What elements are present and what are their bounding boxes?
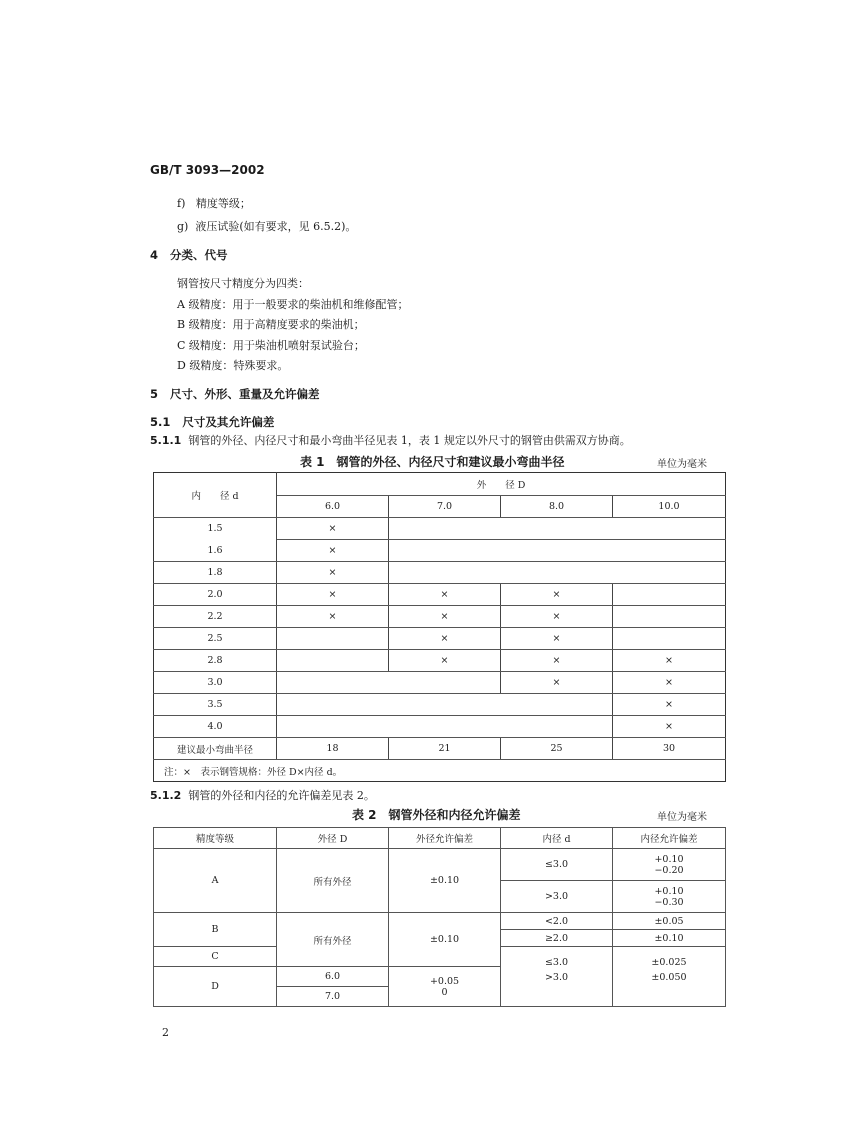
paragraph-5-1-1	[150, 432, 631, 448]
inner-value: >3.0	[544, 972, 569, 983]
cell-mark: ×	[501, 606, 613, 628]
cell-mark	[501, 716, 613, 738]
grade-cell: A	[154, 849, 277, 913]
section-number: 5.1.2	[150, 789, 182, 802]
cell-mark: ×	[613, 694, 726, 716]
table2	[153, 827, 726, 1007]
list-item-text: 液压试验(如有要求，见 6.5.2)。	[195, 220, 357, 233]
list-item	[177, 218, 356, 234]
inner-value: 2.8	[154, 650, 277, 672]
table-row	[154, 518, 726, 540]
inner-value: 1.5	[154, 518, 277, 540]
inner-diameter-header: 内 径 d	[154, 473, 277, 518]
column-header: 精度等级	[154, 828, 277, 849]
inner-value: 4.0	[154, 716, 277, 738]
table-header-row	[154, 828, 726, 849]
table-header-row	[154, 473, 726, 496]
dev-value: ±0.025	[651, 957, 687, 968]
cell-mark: ×	[389, 606, 501, 628]
outer-dev-cell: ±0.10	[389, 913, 501, 967]
section-heading-5	[150, 386, 320, 402]
inner-cell: ≤3.0	[501, 849, 613, 881]
grade-cell: D	[154, 967, 277, 1007]
cell-mark	[501, 540, 613, 562]
table-row	[154, 716, 726, 738]
cell-mark	[613, 518, 726, 540]
section-number: 5	[150, 387, 159, 401]
dev-lower: −0.30	[654, 896, 684, 908]
cell-mark	[389, 540, 501, 562]
outer-value: 8.0	[501, 495, 613, 518]
outer-dev-cell	[389, 967, 501, 1007]
table-row	[154, 849, 726, 881]
cell-mark	[613, 606, 726, 628]
cell-mark	[277, 716, 389, 738]
list-item: D 级精度：特殊要求。	[177, 359, 289, 372]
cell-mark	[613, 628, 726, 650]
dev-upper: +0.10	[654, 853, 684, 865]
table-row	[154, 606, 726, 628]
inner-cell: <2.0	[501, 913, 613, 930]
radius-value: 21	[389, 738, 501, 760]
inner-dev-cell	[613, 947, 726, 1007]
cell-mark: ×	[501, 650, 613, 672]
cell-mark	[501, 562, 613, 584]
section-number: 5.1	[150, 415, 171, 429]
cell-mark	[389, 672, 501, 694]
inner-value: 3.5	[154, 694, 277, 716]
cell-mark	[389, 518, 501, 540]
table1-caption: 表 1 钢管的外径、内径尺寸和建议最小弯曲半径	[300, 455, 565, 469]
cell-mark: ×	[389, 584, 501, 606]
inner-cell: >3.0	[501, 881, 613, 913]
table1	[153, 472, 726, 782]
table-row-radius	[154, 738, 726, 760]
cell-mark	[501, 518, 613, 540]
section-heading-5-1	[150, 414, 274, 430]
table2-unit: 单位为毫米	[657, 812, 707, 823]
radius-label: 建议最小弯曲半径	[154, 738, 277, 760]
cell-mark	[613, 584, 726, 606]
column-header: 内径 d	[501, 828, 613, 849]
inner-dev-cell	[613, 881, 726, 913]
paragraph-5-1-2	[150, 787, 375, 803]
standard-number: GB/T 3093—2002	[150, 163, 265, 177]
list-item-label: f)	[177, 197, 186, 210]
table-row	[154, 694, 726, 716]
inner-value: 1.6	[154, 540, 277, 562]
cell-mark: ×	[277, 562, 389, 584]
radius-value: 18	[277, 738, 389, 760]
dev-lower: 0	[441, 986, 448, 998]
cell-mark: ×	[389, 650, 501, 672]
page-number: 2	[162, 1026, 169, 1039]
inner-value: 2.0	[154, 584, 277, 606]
table-row	[154, 672, 726, 694]
outer-diameter-header: 外 径 D	[277, 473, 726, 496]
inner-dev-cell: ±0.05	[613, 913, 726, 930]
dev-lower: −0.20	[654, 864, 684, 876]
inner-cell: ≥2.0	[501, 930, 613, 947]
inner-value: ≤3.0	[544, 957, 569, 968]
section-number: 5.1.1	[150, 434, 182, 447]
column-header: 内径允许偏差	[613, 828, 726, 849]
section-number: 4	[150, 248, 159, 262]
cell-mark	[613, 540, 726, 562]
dev-upper: +0.10	[654, 885, 684, 897]
section-heading-4	[150, 247, 228, 263]
cell-mark: ×	[501, 628, 613, 650]
list-item	[177, 195, 251, 211]
cell-mark	[277, 628, 389, 650]
column-header: 外径允许偏差	[389, 828, 501, 849]
cell-mark	[389, 694, 501, 716]
list-item: A 级精度：用于一般要求的柴油机和维修配管；	[177, 298, 409, 311]
cell-mark	[277, 694, 389, 716]
outer-cell: 7.0	[277, 987, 389, 1007]
outer-value: 6.0	[277, 495, 389, 518]
outer-value: 10.0	[613, 495, 726, 518]
radius-value: 30	[613, 738, 726, 760]
cell-mark: ×	[501, 672, 613, 694]
table-note-row	[154, 760, 726, 782]
list-item-label: g)	[177, 220, 189, 233]
cell-mark	[501, 694, 613, 716]
column-header: 外径 D	[277, 828, 389, 849]
grade-cell: C	[154, 947, 277, 967]
dev-upper: +0.05	[429, 975, 460, 987]
cell-mark: ×	[613, 672, 726, 694]
cell-mark	[389, 562, 501, 584]
inner-value: 2.2	[154, 606, 277, 628]
inner-cell	[501, 947, 613, 1007]
paragraph: 钢管按尺寸精度分为四类：	[177, 277, 309, 290]
table-row	[154, 913, 726, 930]
table-row	[154, 540, 726, 562]
section-title: 分类、代号	[170, 248, 228, 262]
cell-mark: ×	[613, 716, 726, 738]
list-item-text: 精度等级；	[195, 197, 251, 210]
inner-value: 2.5	[154, 628, 277, 650]
radius-value: 25	[501, 738, 613, 760]
cell-mark: ×	[277, 606, 389, 628]
table-row	[154, 628, 726, 650]
cell-mark: ×	[501, 584, 613, 606]
cell-mark: ×	[277, 540, 389, 562]
outer-dev-cell: ±0.10	[389, 849, 501, 913]
cell-mark	[277, 672, 389, 694]
outer-cell: 所有外径	[277, 913, 389, 967]
outer-cell: 6.0	[277, 967, 389, 987]
cell-mark: ×	[277, 518, 389, 540]
section-title: 尺寸及其允许偏差	[182, 415, 275, 429]
inner-dev-cell	[613, 849, 726, 881]
grade-cell: B	[154, 913, 277, 947]
cell-mark	[277, 650, 389, 672]
outer-cell: 所有外径	[277, 849, 389, 913]
cell-mark: ×	[277, 584, 389, 606]
paragraph-text: 钢管的外径、内径尺寸和最小弯曲半径见表 1，表 1 规定以外尺寸的钢管由供需双方协商。	[188, 434, 631, 447]
table-row	[154, 650, 726, 672]
inner-dev-cell: ±0.10	[613, 930, 726, 947]
table1-note: 注：× 表示钢管规格：外径 D×内径 d。	[164, 766, 343, 778]
dev-value: ±0.050	[651, 972, 687, 983]
inner-value: 1.8	[154, 562, 277, 584]
list-item: B 级精度：用于高精度要求的柴油机；	[177, 318, 365, 331]
paragraph-text: 钢管的外径和内径的允许偏差见表 2。	[188, 789, 375, 802]
table2-caption: 表 2 钢管外径和内径允许偏差	[352, 808, 521, 822]
section-title: 尺寸、外形、重量及允许偏差	[170, 387, 320, 401]
cell-mark: ×	[389, 628, 501, 650]
cell-mark: ×	[613, 650, 726, 672]
table-row	[154, 584, 726, 606]
list-item: C 级精度：用于柴油机喷射泵试验台；	[177, 339, 365, 352]
cell-mark	[613, 562, 726, 584]
inner-value: 3.0	[154, 672, 277, 694]
cell-mark	[389, 716, 501, 738]
table1-unit: 单位为毫米	[657, 459, 707, 470]
table-row	[154, 562, 726, 584]
outer-value: 7.0	[389, 495, 501, 518]
